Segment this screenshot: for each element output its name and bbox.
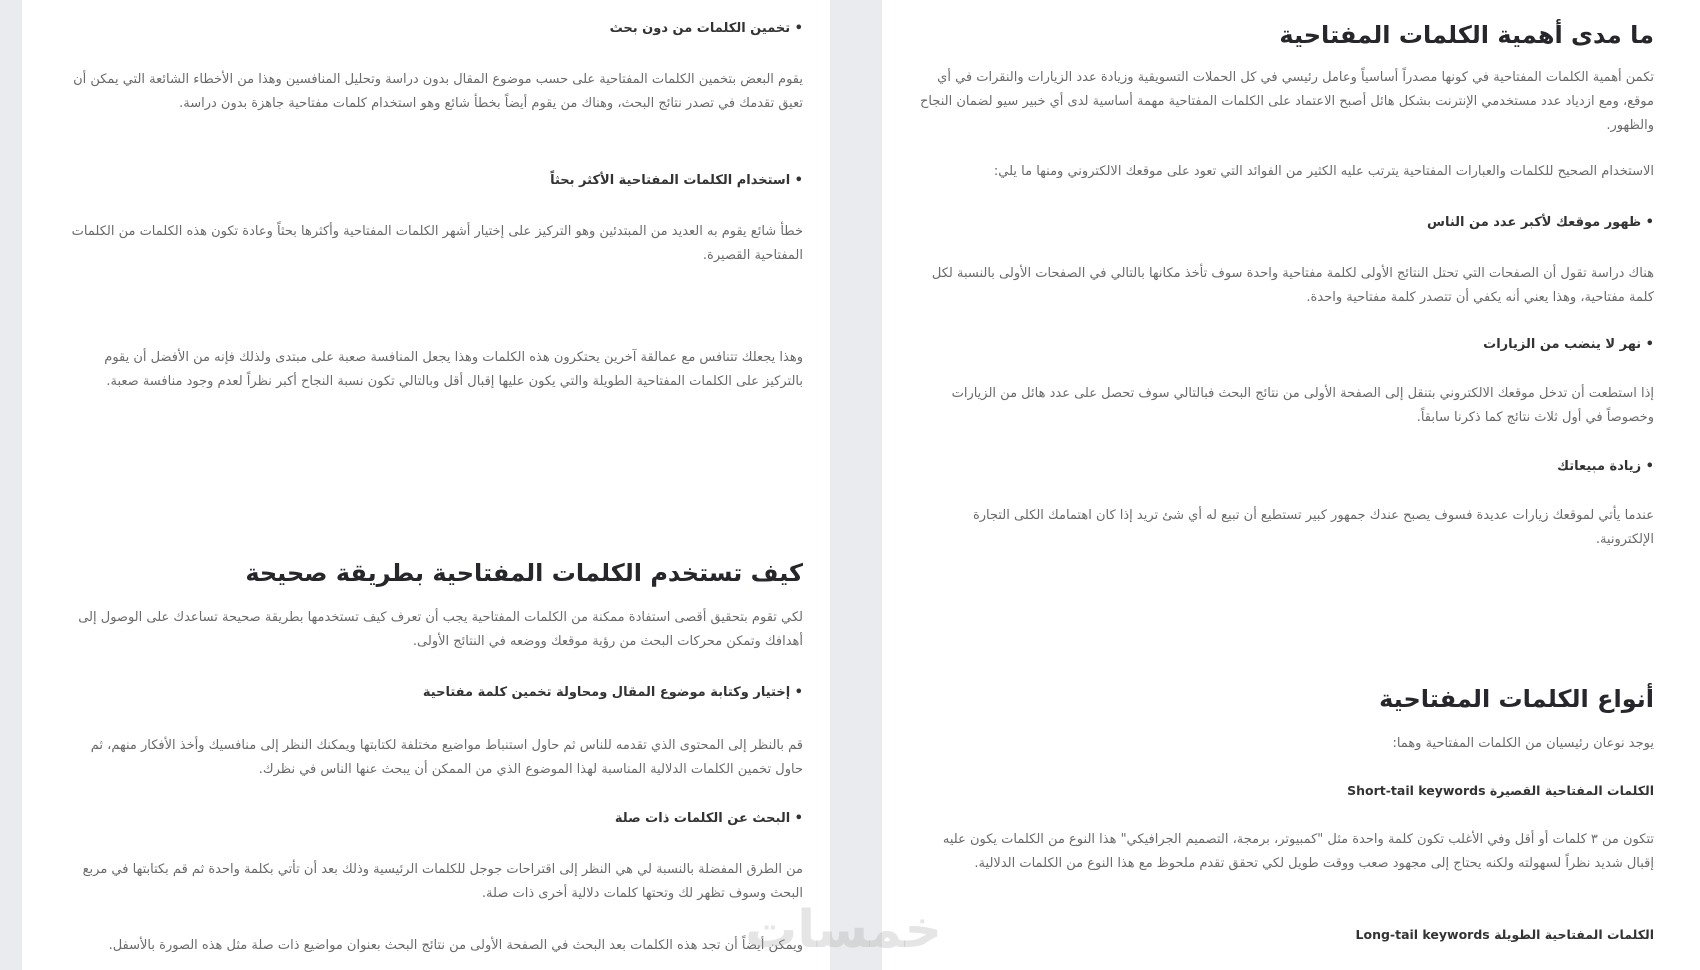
article-page-left	[22, 0, 830, 970]
bullet-sales: • زيادة مبيعاتك	[918, 456, 1654, 478]
section-heading-correct-usage: كيف تستخدم الكلمات المفتاحية بطريقة صحيحة	[245, 559, 803, 587]
paragraph: لكي تقوم بتحقيق أقصى استفادة ممكنة من الكلمات المفتاحية يجب أن تعرف كيف تستخدمها بطريقة صحيحة تساعدك على الوصول إلى أهدافك وتمكن محركات البحث من رؤية موقعك ووضعه في النتائج الأولى.	[78, 610, 803, 649]
paragraph: قم بالنظر إلى المحتوى الذي تقدمه للناس ثم حاول استنباط مواضيع مختلفة لكتابتها ويمكنك النظر إلى منافسيك وأخذ الأفكار منهم، ثم حاول تخمين الكلمات الدلالية المناسبة لهذا الموضوع الذي من الممكن أن يبحث عنها الناس في نظرك.	[90, 738, 803, 777]
bullet-choose-topic: • إختيار وكتابة موضوع المقال ومحاولة تخمين كلمة مفتاحية	[62, 682, 803, 704]
article-page-right	[882, 0, 1700, 970]
section-heading-keyword-types: أنواع الكلمات المفتاحية	[1379, 685, 1654, 713]
paragraph: يوجد نوعان رئيسيان من الكلمات المفتاحية وهما:	[1392, 736, 1654, 751]
paragraph: تكمن أهمية الكلمات المفتاحية في كونها مصدراً أساسياً وعامل رئيسي في كل الحملات التسويقية وزيادة عدد الزيارات والنقرات في أي موقع، ومع ازدياد عدد مستخدمي الإنترنت بشكل هائل أصبح الاعتماد على الكلمات المفتاحية مهمة أساسية لدى أي خبير سيو لضمان النجاح والظهور.	[920, 70, 1654, 133]
paragraph: عندما يأتي لموقعك زيارات عديدة فسوف يصبح عندك جمهور كبير تستطيع أن تبيع له أي شئ تريد إذا كان اهتمامك الكلى التجارة الإلكترونية.	[972, 508, 1654, 547]
paragraph: يقوم البعض بتخمين الكلمات المفتاحية على حسب موضوع المقال بدون دراسة وتحليل المنافسين وهذا من الأخطاء الشائعة التي يمكن أن تعيق تقدمك في تصدر نتائج البحث، وهناك من يقوم أيضاً بخطأ شائع وهو استخدام كلمات مفتاحية جاهزة بدون دراسة.	[73, 72, 803, 111]
section-heading-importance: ما مدى أهمية الكلمات المفتاحية	[1279, 21, 1654, 49]
paragraph: وهذا يجعلك تتنافس مع عمالقة آخرين يحتكرون هذه الكلمات وهذا يجعل المنافسة صعبة على مبتدى ولذلك فإنه من الأفضل أن يقوم بالتركيز على الكلمات المفتاحية الطويلة والتي يكون عليها إقبال أقل وبالتالي تكون نسبة النجاح أكبر نظراً لعدم وجود منافسة صعبة.	[104, 350, 803, 389]
paragraph: هناك دراسة تقول أن الصفحات التي تحتل النتائج الأولى لكلمة مفتاحية واحدة سوف تأخذ مكانها بالتالي في الصفحات الأولى بالنسبة لكل كلمة مفتاحية، وهذا يعني أنه يكفي أن تتصدر كلمة مفتاحية واحدة.	[931, 266, 1654, 305]
bullet-visibility: • ظهور موقعك لأكبر عدد من الناس	[918, 212, 1654, 234]
bullet-traffic: • نهر لا ينضب من الزيارات	[918, 334, 1654, 356]
paragraph: خطأ شائع يقوم به العديد من المبتدئين وهو التركيز على إختيار أشهر الكلمات المفتاحية وأكثرها بحثاً وعادة تكون هذه الكلمات من الكلمات المفتاحية القصيرة.	[71, 224, 803, 263]
paragraph: ويمكن أيضاً أن تجد هذه الكلمات بعد البحث في الصفحة الأولى من نتائج البحث بعنوان مواضيع ذات صلة مثل هذه الصورة بالأسفل.	[108, 938, 803, 953]
bullet-most-searched: • استخدام الكلمات المفتاحية الأكثر بحثاً	[62, 170, 803, 192]
watermark-logo: خمسات	[745, 900, 943, 960]
left-gutter	[0, 0, 22, 970]
paragraph: إذا استطعت أن تدخل موقعك الالكتروني بتنقل إلى الصفحة الأولى من نتائج البحث فبالتالي سوف تحصل على عدد هائل من الزيارات وخصوصاً في أول ثلاث نتائج كما ذكرنا سابقاً.	[951, 386, 1654, 425]
paragraph: من الطرق المفضلة بالنسبة لي هي النظر إلى اقتراحات جوجل للكلمات الرئيسية وذلك بعد أن تأتي بكلمة واحدة ثم قم بكتابتها في مربع البحث وسوف تظهر لك وتحتها كلمات دلالية أخرى ذات صلة.	[82, 862, 803, 901]
center-gutter	[830, 0, 882, 970]
bullet-related-keywords: • البحث عن الكلمات ذات صلة	[62, 808, 803, 830]
subheading-short-tail: الكلمات المفتاحية القصيرة Short-tail keywords	[1347, 783, 1654, 798]
subheading-long-tail: الكلمات المفتاحية الطويلة Long-tail keywords	[1355, 927, 1654, 942]
paragraph: الاستخدام الصحيح للكلمات والعبارات المفتاحية يترتب عليه الكثير من الفوائد التي تعود على موقعك الالكتروني ومنها ما يلي:	[993, 164, 1654, 179]
paragraph: تتكون من ٣ كلمات أو أقل وفي الأغلب تكون كلمة واحدة مثل "كمبيوتر، برمجة، التصميم الجرافيكي" هذا النوع من الكلمات يكون عليه إقبال شديد نظراً لسهولته ولكنه يحتاج إلى مجهود صعب ووقت طويل لكي تحقق تقدم ملحوظ مع هذا النوع من الكلمات الدلالية.	[942, 832, 1654, 871]
bullet-guessing-keywords: • تخمين الكلمات من دون بحث	[62, 18, 803, 40]
